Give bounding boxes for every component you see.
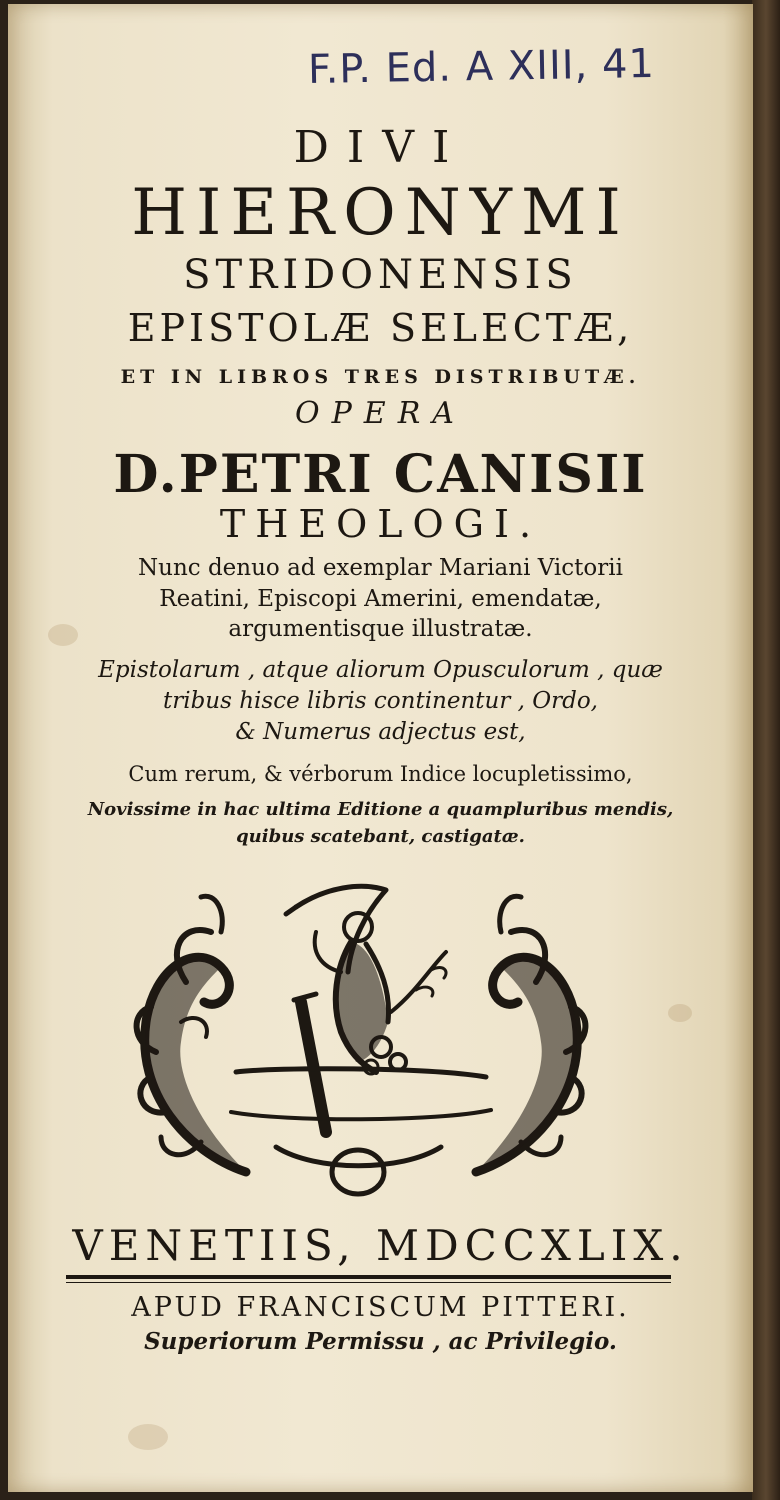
printer-device-woodcut-icon bbox=[126, 872, 596, 1202]
author-role: THEOLOGI. bbox=[219, 502, 542, 546]
title-line-hieronymi: HIERONYMI bbox=[131, 176, 630, 250]
book-edge bbox=[752, 0, 780, 1500]
epistolarum-line-2: tribus hisce libris continentur , Ordo, bbox=[162, 688, 598, 714]
title-line-epistolae: EPISTOLÆ SELECTÆ, bbox=[127, 306, 634, 350]
imprint-place-date: VENETIIS, MDCCXLIX. bbox=[72, 1221, 689, 1270]
foxing-spot bbox=[128, 1424, 168, 1450]
imprint-printer: APUD FRANCISCUM PITTERI. bbox=[131, 1292, 630, 1323]
title-line-distributae: ET IN LIBROS TRES DISTRIBUTÆ. bbox=[120, 366, 641, 388]
epistolarum-line-1: Epistolarum , atque aliorum Opusculorum , quæ bbox=[98, 657, 663, 683]
description-line-3: argumentisque illustratæ. bbox=[228, 616, 533, 642]
handwritten-shelfmark: F.P. Ed. A XIII, 41 bbox=[307, 40, 656, 94]
novissime-line-1: Novissime in hac ultima Editione a quampluribus mendis, bbox=[87, 799, 674, 820]
imprint-rule-thin bbox=[66, 1282, 671, 1283]
epistolarum-line-3: & Numerus adjectus est, bbox=[235, 719, 526, 745]
author-name: D.PETRI CANISII bbox=[113, 444, 648, 505]
foxing-spot bbox=[668, 1004, 692, 1022]
title-line-divi: DIVI bbox=[293, 122, 468, 173]
imprint-privilege: Superiorum Permissu , ac Privilegio. bbox=[144, 1328, 617, 1355]
imprint-rule bbox=[66, 1275, 671, 1279]
index-line: Cum rerum, & vérborum Indice locupletissimo, bbox=[128, 762, 633, 786]
description-line-1: Nunc denuo ad exemplar Mariani Victorii bbox=[138, 555, 623, 581]
novissime-line-2: quibus scatebant, castigatæ. bbox=[236, 826, 525, 847]
title-page bbox=[8, 4, 753, 1492]
description-line-2: Reatini, Episcopi Amerini, emendatæ, bbox=[159, 586, 602, 612]
opera-label: OPERA bbox=[295, 396, 466, 431]
title-line-stridonensis: STRIDONENSIS bbox=[183, 252, 578, 298]
